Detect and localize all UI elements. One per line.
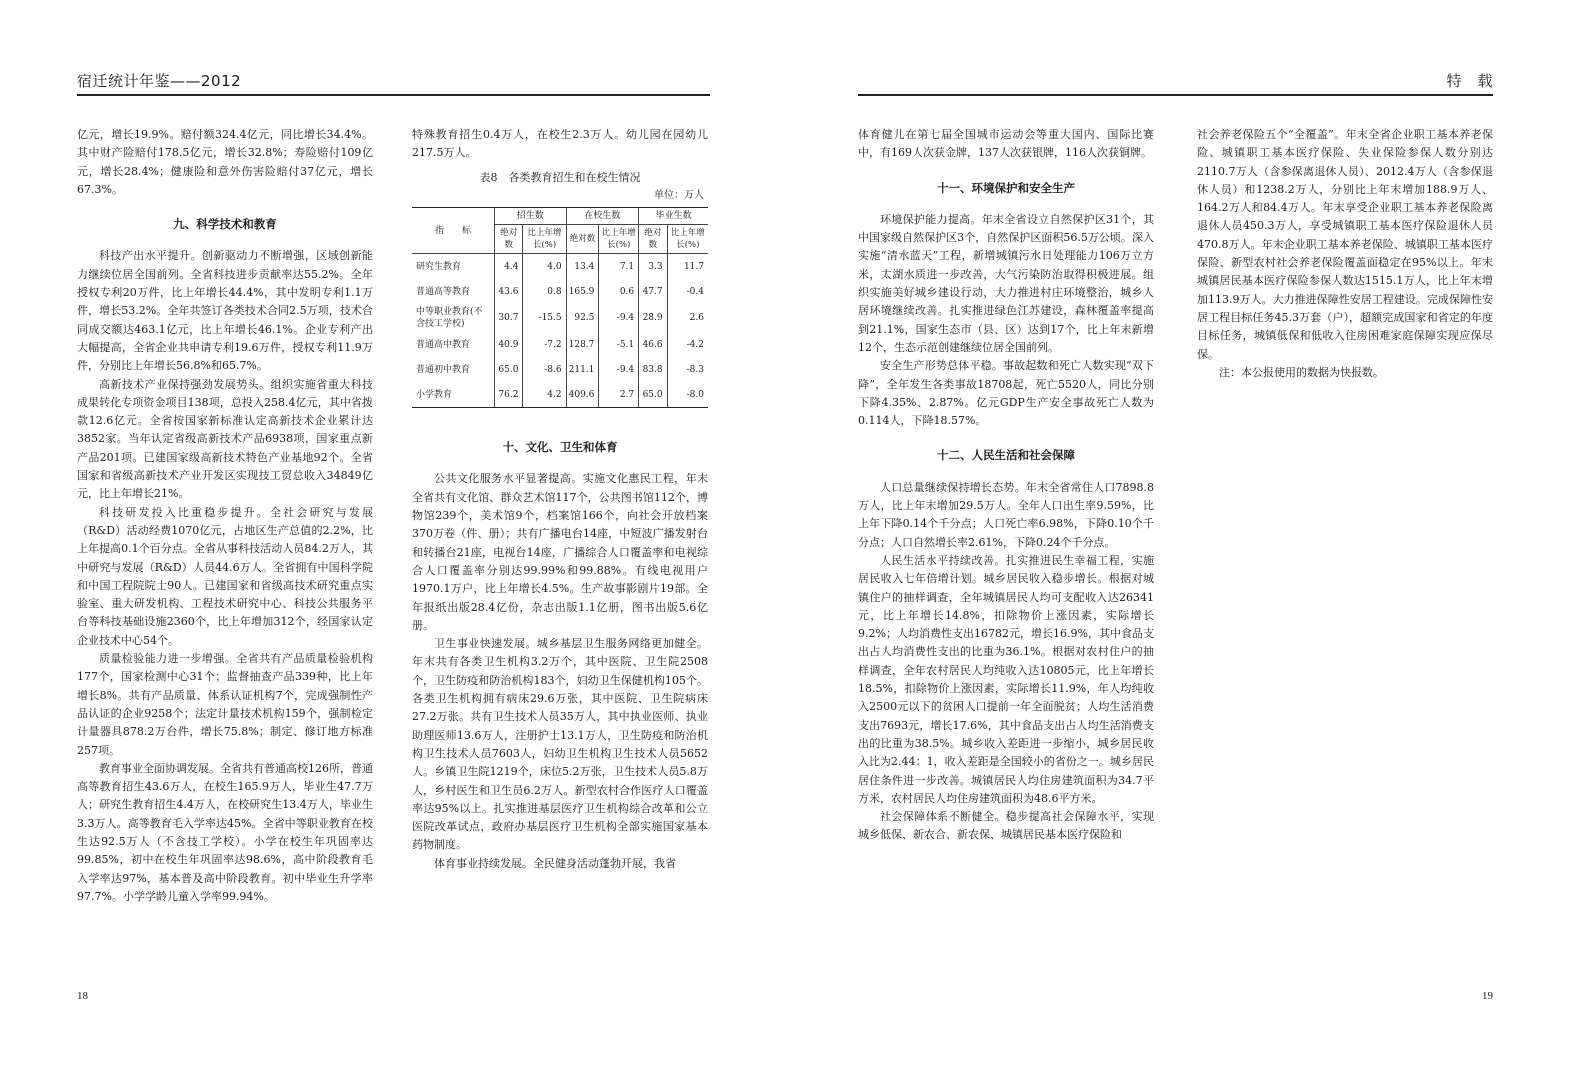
paragraph: 体育事业持续发展。全民健身活动蓬勃开展，我省 <box>434 856 676 870</box>
paragraph: 质量检验能力进一步增强。全省共有产品质量检验机构177个，国家检测中心31个；监督抽查产品339种，比上年增长8%。共有产品质量、体系认证机构7个，完成强制性产品认证的企业9258个；法定计量技术机构159个，强制检定计量器具878.2万台件，增长75.8%；制定、修订地方标准257项。 <box>77 652 373 757</box>
running-header-title: 宿迁统计年鉴——2012 <box>77 72 242 90</box>
table-cell: -7.2 <box>523 332 566 357</box>
table-row-name: 普通初中教育 <box>416 364 471 375</box>
page-number: 19 <box>1482 990 1493 1002</box>
table-subheader: 比上年增长(%) <box>667 225 708 254</box>
paragraph: 卫生事业快速发展。城乡基层卫生服务网络更加健全。年末共有各类卫生机构3.2万个，其中医院、卫生院2508个，卫生防疫和防治机构183个，妇幼卫生保健机构105个。各类卫生机构拥有病床29.6万张，其中医院、卫生院病床27.2万张。共有卫生技术人员35万人，其中执业医师、执业助理医师13.6万人，注册护士13.1万人，卫生防疫和防治机构卫生技术人员7603人，妇幼卫生机构卫生技术人员5652人。乡镇卫生院1219个，床位5.2万张，卫生技术人员5.8万人，乡村医生和卫生员6.2万人。新型农村合作医疗人口覆盖率达95%以上。扎实推进基层医疗卫生机构综合改革和公立医院改革试点，政府办基层医疗卫生机构全部实施国家基本药物制度。 <box>412 637 708 852</box>
paragraph: 亿元，增长19.9%。赔付额324.4亿元，同比增长34.4%。其中财产险赔付178.5亿元，增长32.8%；寿险赔付109亿元，增长28.4%；健康险和意外伤害险赔付37亿元，增长67.3%。 <box>77 128 373 196</box>
table-cell: 4.0 <box>523 254 566 280</box>
table-row-name: 中等职业教育(不含技工学校) <box>416 307 483 330</box>
table-row <box>412 279 708 304</box>
table-header-group: 毕业生数 <box>639 208 708 225</box>
table-row <box>412 357 708 382</box>
footnote: 注：本公报使用的数据为快报数。 <box>1219 365 1384 379</box>
table-header-indicator: 指 标 <box>412 208 495 254</box>
table-cell: 76.2 <box>495 382 523 408</box>
table-cell: -8.3 <box>667 357 708 382</box>
page-number: 18 <box>77 990 88 1002</box>
column-3 <box>858 126 1154 845</box>
table-cell: -9.4 <box>599 357 639 382</box>
paragraph: 安全生产形势总体平稳。事故起数和死亡人数实现“双下降”，全年发生各类事故18708起，死亡5520人，同比分别下降4.35%、2.87%。亿元GDP生产安全事故死亡人数为0.114人，下降18.57%。 <box>858 359 1154 428</box>
header-rule <box>77 94 710 96</box>
table-cell: 11.7 <box>667 254 708 280</box>
paragraph: 人口总量继续保持增长态势。年末全省常住人口7898.8万人，比上年末增加29.5万人。全年人口出生率9.59%，比上年下降0.14个千分点；人口死亡率6.98%，下降0.10个千分点；人口自然增长率2.61%，下降0.24个千分点。 <box>858 480 1154 549</box>
table-cell: 4.4 <box>495 254 523 280</box>
paragraph: 环境保护能力提高。年末全省设立自然保护区31个，其中国家级自然保护区3个，自然保护区面积56.5万公顷。深入实施“清水蓝天”工程，新增城镇污水日处理能力106万立方米，太湖水质进一步改善，大气污染防治取得积极进展。组织实施美好城乡建设行动，大力推进村庄环境整治，城乡人居环境继续改善。扎实推进绿色江苏建设，森林覆盖率提高到21.1%，国家生态市（县、区）达到17个，比上年末新增12个，生态示范创建继续位居全国前列。 <box>858 212 1154 354</box>
table-cell: 211.1 <box>566 357 599 382</box>
table-cell: 409.6 <box>566 382 599 408</box>
table-cell: -15.5 <box>523 304 566 332</box>
table-cell: 47.7 <box>639 279 667 304</box>
table-cell: 2.6 <box>667 304 708 332</box>
table-cell: 0.8 <box>523 279 566 304</box>
table-subheader: 比上年增长(%) <box>523 225 566 254</box>
section-heading: 十一、环境保护和安全生产 <box>937 180 1075 195</box>
table-header-group: 招生数 <box>495 208 567 225</box>
column-2 <box>412 126 708 873</box>
running-header-section: 特 载 <box>1446 72 1493 90</box>
table-cell: 30.7 <box>495 304 523 332</box>
table-cell: 28.9 <box>639 304 667 332</box>
table-row-name: 研究生教育 <box>416 261 462 272</box>
table-cell: 2.7 <box>599 382 639 408</box>
table-header-group: 在校生数 <box>566 208 639 225</box>
paragraph: 人民生活水平持续改善。扎实推进民生幸福工程，实施居民收入七年倍增计划。城乡居民收入稳步增长。根据对城镇住户的抽样调查，全年城镇居民人均可支配收入达26341元，比上年增长14.8%，扣除物价上涨因素，实际增长9.2%；人均消费性支出16782元，增长16.9%，其中食品支出占人均消费性支出的比重为36.1%。根据对农村住户的抽样调查，全年农村居民人均纯收入达10805元，比上年增长18.5%，扣除物价上涨因素，实际增长11.9%，年人均纯收入2500元以下的贫困人口提前一年全面脱贫；人均生活消费支出7693元，增长17.6%，其中食品支出占人均生活消费支出的比重为38.5%。城乡收入差距进一步缩小，城乡居民收入比为2.44：1，收入差距是全国较小的省份之一。城乡居民居住条件进一步改善。城镇居民人均住房建筑面积为34.7平方米，农村居民人均住房建筑面积为48.6平方米。 <box>858 553 1154 805</box>
table-row-name: 普通高中教育 <box>416 339 471 350</box>
table-cell: -8.6 <box>523 357 566 382</box>
paragraph: 特殊教育招生0.4万人，在校生2.3万人。幼儿园在园幼儿217.5万人。 <box>412 128 708 160</box>
table-cell: 128.7 <box>566 332 599 357</box>
paragraph: 高新技术产业保持强劲发展势头。组织实施省重大科技成果转化专项资金项目138项，总投入258.4亿元，其中省拨款12.6亿元。全省按国家新标准认定高新技术企业累计达3852家。当年认定省级高新技术产品6938项，国家重点新产品201项。已建国家级高新技术特色产业基地92个。全省国家和省级高新技术产业开发区实现技工贸总收入34849亿元，比上年增长21%。 <box>77 377 373 501</box>
table-cell: 3.3 <box>639 254 667 280</box>
paragraph: 社会养老保险五个“全覆盖”。年末全省企业职工基本养老保险、城镇职工基本医疗保险、失业保险参保人数分别达2110.7万人（含参保离退休人员）、2012.4万人（含参保退休人员）和1238.2万人，分别比上年末增加188.9万人、164.2万人和84.4万人。年末享受企业职工基本养老保险离退休人员450.3万人，享受城镇职工基本医疗保险退休人员470.8万人。年末企业职工基本养老保险、城镇职工基本医疗保险、新型农村社会养老保险覆盖面稳定在95%以上。年末城镇居民基本医疗保险参保人数达1515.1万人，比上年末增加113.9万人。大力推进保障性安居工程建设。完成保障性安居工程目标任务45.3万套（户），超额完成国家和省定的年度目标任务，城镇低保和低收入住房困难家庭保障实现应保尽保。 <box>1197 128 1493 361</box>
column-4 <box>1197 126 1493 382</box>
table-cell: 46.6 <box>639 332 667 357</box>
table-cell: -8.0 <box>667 382 708 408</box>
table-cell: 7.1 <box>599 254 639 280</box>
section-heading: 十二、人民生活和社会保障 <box>937 448 1075 463</box>
table-unit: 单位：万人 <box>654 189 704 201</box>
table-subheader: 绝对数 <box>495 225 523 254</box>
table-cell: -9.4 <box>599 304 639 332</box>
table-cell: 83.8 <box>639 357 667 382</box>
section-heading: 十、文化、卫生和体育 <box>502 440 618 455</box>
paragraph: 社会保障体系不断健全。稳步提高社会保障水平，实现城乡低保、新农合、新农保、城镇居民基本医疗保险和 <box>858 810 1154 842</box>
paragraph: 公共文化服务水平显著提高。实施文化惠民工程，年末全省共有文化馆、群众艺术馆117个，公共图书馆112个，博物馆239个，美术馆9个，档案馆166个，向社会开放档案370万卷（件、册）；共有广播电台14座，中短波广播发射台和转播台21座，电视台14座，广播综合人口覆盖率和电视综合人口覆盖率分别达99.99%和99.88%。有线电视用户1970.1万户，比上年增长4.5%。生产故事影剧片19部。全年报纸出版28.4亿份，杂志出版1.1亿册，图书出版5.6亿册。 <box>412 472 708 632</box>
table-subheader: 绝对数 <box>566 225 599 254</box>
table-cell: 65.0 <box>639 382 667 408</box>
right-page <box>790 0 1587 1077</box>
table-cell: 65.0 <box>495 357 523 382</box>
paragraph: 体育健儿在第七届全国城市运动会等重大国内、国际比赛中，有169人次获金牌，137人次获银牌，116人次获铜牌。 <box>858 128 1154 160</box>
paragraph: 教育事业全面协调发展。全省共有普通高校126所，普通高等教育招生43.6万人，在校生165.9万人，毕业生47.7万人；研究生教育招生4.4万人，在校研究生13.4万人，毕业生3.3万人。高等教育毛入学率达45%。全省中等职业教育在校生达92.5万人（不含技工学校）。小学在校生年巩固率达99.85%，初中在校生年巩固率达98.6%，高中阶段教育毛入学率达97%，基本普及高中阶段教育。初中毕业生升学率97.7%。小学学龄儿童入学率99.94%。 <box>77 761 373 903</box>
table-cell: 43.6 <box>495 279 523 304</box>
left-page <box>0 0 790 1077</box>
table-cell: 40.9 <box>495 332 523 357</box>
table-cell: -0.4 <box>667 279 708 304</box>
table-cell: 165.9 <box>566 279 599 304</box>
table-subheader: 绝对数 <box>639 225 667 254</box>
table-row-name: 小学教育 <box>412 382 495 408</box>
table-caption: 表8 各类教育招生和在校生情况 <box>479 170 641 184</box>
header-rule <box>858 94 1493 96</box>
table-subheader: 比上年增长(%) <box>599 225 639 254</box>
column-1 <box>77 126 373 906</box>
table-row-name: 普通高等教育 <box>416 286 471 297</box>
table-row <box>412 332 708 357</box>
table-cell: 13.4 <box>566 254 599 280</box>
table-cell: -4.2 <box>667 332 708 357</box>
table-cell: 92.5 <box>566 304 599 332</box>
section-heading: 九、科学技术和教育 <box>173 217 277 232</box>
paragraph: 科技产出水平提升。创新驱动力不断增强，区域创新能力继续位居全国前列。全省科技进步贡献率达55.2%。全年授权专利20万件，比上年增长44.4%，其中发明专利1.1万件，增长53.2%。全年共签订各类技术合同2.5万项，技术合同成交额达463.1亿元，比上年增长46.1%。企业专利产出大幅提高，全省企业共申请专利19.6万件，授权专利11.9万件，分别比上年增长56.8%和65.7%。 <box>77 249 373 373</box>
table-cell: -5.1 <box>599 332 639 357</box>
table-cell: 4.2 <box>523 382 566 408</box>
education-table <box>412 207 708 408</box>
paragraph: 科技研发投入比重稳步提升。全社会研究与发展（R&D）活动经费1070亿元，占地区生产总值的2.2%，比上年提高0.1个百分点。全省从事科技活动人员84.2万人，其中研究与发展（R&D）人员44.6万人。全省拥有中国科学院和中国工程院院士90人。已建国家和省级高技术研究重点实验室、重大研发机构、工程技术研究中心、科技公共服务平台等科技基础设施2360个，比上年增加312个，经国家认定企业技术中心54个。 <box>77 505 373 647</box>
table-cell: 0.6 <box>599 279 639 304</box>
table-row <box>412 382 708 408</box>
table-row <box>412 254 708 280</box>
table-row <box>412 304 708 332</box>
